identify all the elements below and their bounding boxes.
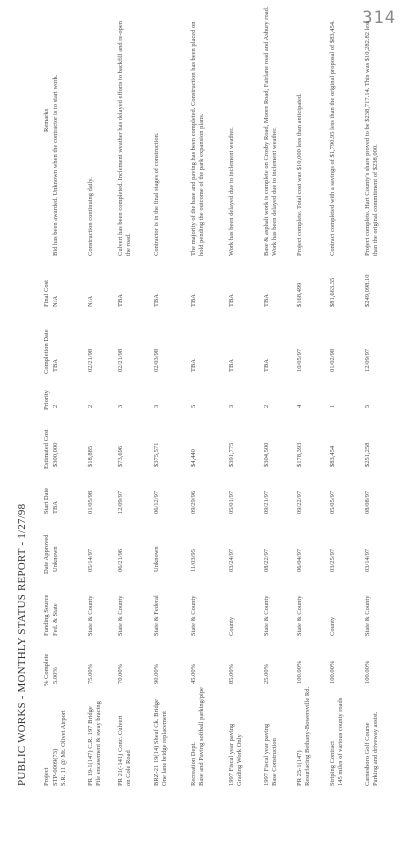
cell-date-approved: 03/24/97 [228, 548, 235, 572]
cell-date-approved: Unknown [153, 546, 160, 572]
page-number: 314 [362, 8, 396, 28]
column-header-final-cost: Final Cost [43, 280, 50, 307]
cell-priority: 3 [117, 404, 124, 408]
cell-project-description: Base and Paving softball parking/pipe [198, 687, 205, 786]
cell-project-name: PR 25-1(147) [296, 750, 303, 786]
cell-project-description: Resurfacing Bethany-Bowersville Rd. [304, 686, 311, 786]
cell-project-description: Grading Work Only [236, 734, 243, 786]
column-header-pct-complete: % Complete [43, 653, 50, 686]
column-header-completion-date: Completion Date [43, 329, 50, 374]
cell-remarks: Base & asphalt work is complete on Crosby Road, Moore Road, Fairlane road and Asbury road. [263, 6, 270, 256]
cell-final-cost: $168,499 [296, 282, 303, 307]
cell-funding-source: County [329, 616, 336, 636]
cell-date-approved: 03/25/97 [329, 548, 336, 572]
cell-project-description: One lane bridge replacement [161, 711, 168, 786]
cell-funding-source: State & County [364, 595, 371, 636]
cell-start-date: 05/05/97 [329, 490, 336, 514]
cell-pct-complete: 75.00% [87, 663, 94, 684]
cell-remarks: The majority of the base and paving has been completed. Construction has been placed on [190, 21, 197, 256]
cell-estimated-cost: $178,393 [296, 442, 303, 467]
cell-priority: 4 [296, 404, 303, 408]
cell-project-name: STP-0009(73) [52, 748, 59, 786]
cell-final-cost: TBA [263, 294, 270, 307]
cell-pct-complete: 45.00% [190, 663, 197, 684]
cell-completion-date: 12/09/97 [364, 348, 371, 372]
cell-project-name: 1997 Fiscal year paving [228, 723, 235, 786]
cell-date-approved: 08/22/97 [263, 548, 270, 572]
cell-priority: 1 [329, 404, 336, 408]
column-header-priority: Priority [43, 390, 50, 410]
cell-remarks: Culvert has been completed. Inclement weather has delayed efforts to backfill and re-open [117, 20, 124, 256]
cell-remarks-continued: Work has been delayed due to inclement weather. [271, 127, 278, 256]
cell-pct-complete: 90.00% [153, 663, 160, 684]
cell-funding-source: County [228, 616, 235, 636]
cell-remarks-continued: hold pending the outcome of the park expansion plans. [198, 113, 205, 256]
cell-project-name: BRZ-21 19(14) Sheaf Ck. Bridge [153, 699, 160, 786]
cell-estimated-cost: $18,885 [87, 445, 94, 467]
cell-date-approved: Unknown [52, 546, 59, 572]
cell-estimated-cost: $375,571 [153, 442, 160, 467]
cell-completion-date: 02/21/98 [117, 348, 124, 372]
cell-start-date: 08/08/97 [364, 490, 371, 514]
cell-funding-source: State & County [87, 595, 94, 636]
cell-completion-date: 02/03/98 [153, 348, 160, 372]
cell-completion-date: TBA [190, 359, 197, 372]
cell-date-approved: 06/04/97 [296, 548, 303, 572]
cell-remarks: Contract completed with a savings of $1,790.95 less than the original proposal of $83,454. [329, 20, 336, 256]
cell-estimated-cost: $391,775 [228, 442, 235, 467]
cell-project-description: S.R. 11 @ Mt. Olivet Airport [60, 710, 67, 786]
cell-pct-complete: 85.00% [228, 663, 235, 684]
cell-start-date: TBA [52, 501, 59, 514]
cell-remarks: Construction continuing daily. [87, 177, 94, 256]
cell-date-approved: 06/21/96 [117, 548, 124, 572]
cell-completion-date: 01/02/98 [329, 348, 336, 372]
column-header-date-approved: Date Approved [43, 534, 50, 574]
cell-start-date: 09/29/96 [190, 490, 197, 514]
column-header-funding-source: Funding Source [43, 594, 50, 636]
cell-project-name: PR 21(-141) Conc. Culvert [117, 715, 124, 786]
cell-remarks: Project complete. Hart County's share proved to be $238,717.14. This was $10,282.82 less [364, 20, 371, 256]
cell-final-cost: TBA [228, 294, 235, 307]
cell-final-cost: $81,663.35 [329, 277, 336, 307]
cell-final-cost: TBA [117, 294, 124, 307]
cell-start-date: 12/09/97 [117, 490, 124, 514]
cell-funding-source: State & County [263, 595, 270, 636]
cell-funding-source: State & Federal [153, 595, 160, 636]
cell-completion-date: TBA [52, 359, 59, 372]
cell-remarks-continued: the road. [125, 233, 132, 256]
cell-project-description: Pile encasement & sway bracing [95, 701, 102, 786]
cell-start-date: 01/05/98 [87, 490, 94, 514]
cell-estimated-cost: $300,000 [52, 442, 59, 467]
cell-final-cost: N/A [87, 295, 94, 307]
column-header-remarks: Remarks [43, 108, 50, 132]
cell-final-cost: N/A [52, 295, 59, 307]
cell-pct-complete: 100.00% [329, 660, 336, 684]
cell-estimated-cost: $251,258 [364, 442, 371, 467]
cell-estimated-cost: $73,696 [117, 445, 124, 467]
cell-pct-complete: 70.00% [117, 663, 124, 684]
cell-start-date: 06/12/97 [153, 490, 160, 514]
cell-estimated-cost: $304,500 [263, 442, 270, 467]
cell-start-date: 09/22/97 [296, 490, 303, 514]
cell-priority: 3 [153, 404, 160, 408]
cell-completion-date: 10/05/97 [296, 348, 303, 372]
cell-project-name: PR 19-1(147) C.R. 197 Bridge [87, 706, 94, 786]
cell-project-description: 145 miles of various county roads [337, 697, 344, 786]
cell-project-description: Base Construction [271, 738, 278, 786]
cell-date-approved: 11/03/95 [190, 549, 197, 572]
cell-project-name: Carnesboro Golf Course [364, 722, 371, 786]
cell-date-approved: 03/14/97 [364, 548, 371, 572]
cell-priority: 2 [52, 404, 59, 408]
cell-priority: 5 [190, 404, 197, 408]
cell-remarks: Contractor is in the final stages of construction. [153, 132, 160, 256]
column-header-project: Project [43, 767, 50, 786]
cell-pct-complete: 25.00% [263, 663, 270, 684]
cell-final-cost: $249,098.10 [364, 274, 371, 307]
cell-completion-date: TBA [228, 359, 235, 372]
cell-remarks: Work has been delayed due to inclement weather. [228, 127, 235, 256]
cell-pct-complete: 5.00% [52, 667, 59, 684]
document-title: PUBLIC WORKS - MONTHLY STATUS REPORT - 1/27/98 [16, 503, 28, 786]
cell-priority: 2 [263, 404, 270, 408]
cell-funding-source: State & County [296, 595, 303, 636]
cell-funding-source: State & County [190, 595, 197, 636]
cell-priority: 3 [228, 404, 235, 408]
cell-funding-source: State & County [117, 595, 124, 636]
cell-completion-date: TBA [263, 359, 270, 372]
cell-project-name: Recreation Dept. [190, 741, 197, 786]
cell-project-description: Parking and driveway assist. [372, 711, 379, 786]
cell-estimated-cost: $4,440 [190, 449, 197, 467]
cell-remarks: Project complete. Total cost was $10,000 less than anticipated. [296, 93, 303, 256]
cell-start-date: 09/21/97 [263, 490, 270, 514]
cell-completion-date: 02/21/98 [87, 348, 94, 372]
cell-project-name: Striping Contract [329, 741, 336, 786]
cell-estimated-cost: $83,454 [329, 445, 336, 467]
column-header-estimated-cost: Estimated Cost [43, 429, 50, 469]
cell-project-name: 1997 Fiscal year paving [263, 723, 270, 786]
cell-final-cost: TBA [190, 294, 197, 307]
cell-funding-source: Fed. & State [52, 603, 59, 636]
cell-priority: 5 [364, 404, 371, 408]
column-header-start-date: Start Date [43, 487, 50, 514]
cell-remarks: Bid has been awarded. Unknown when the contractor is to start work. [52, 74, 59, 256]
cell-remarks-continued: than the original commitment of $238,000. [372, 144, 379, 256]
cell-pct-complete: 100.00% [364, 660, 371, 684]
cell-pct-complete: 100.00% [296, 660, 303, 684]
cell-date-approved: 05/14/97 [87, 548, 94, 572]
cell-priority: 2 [87, 404, 94, 408]
cell-project-description: on Cole Road [125, 750, 132, 786]
cell-final-cost: TBA [153, 294, 160, 307]
cell-start-date: 05/01/97 [228, 490, 235, 514]
